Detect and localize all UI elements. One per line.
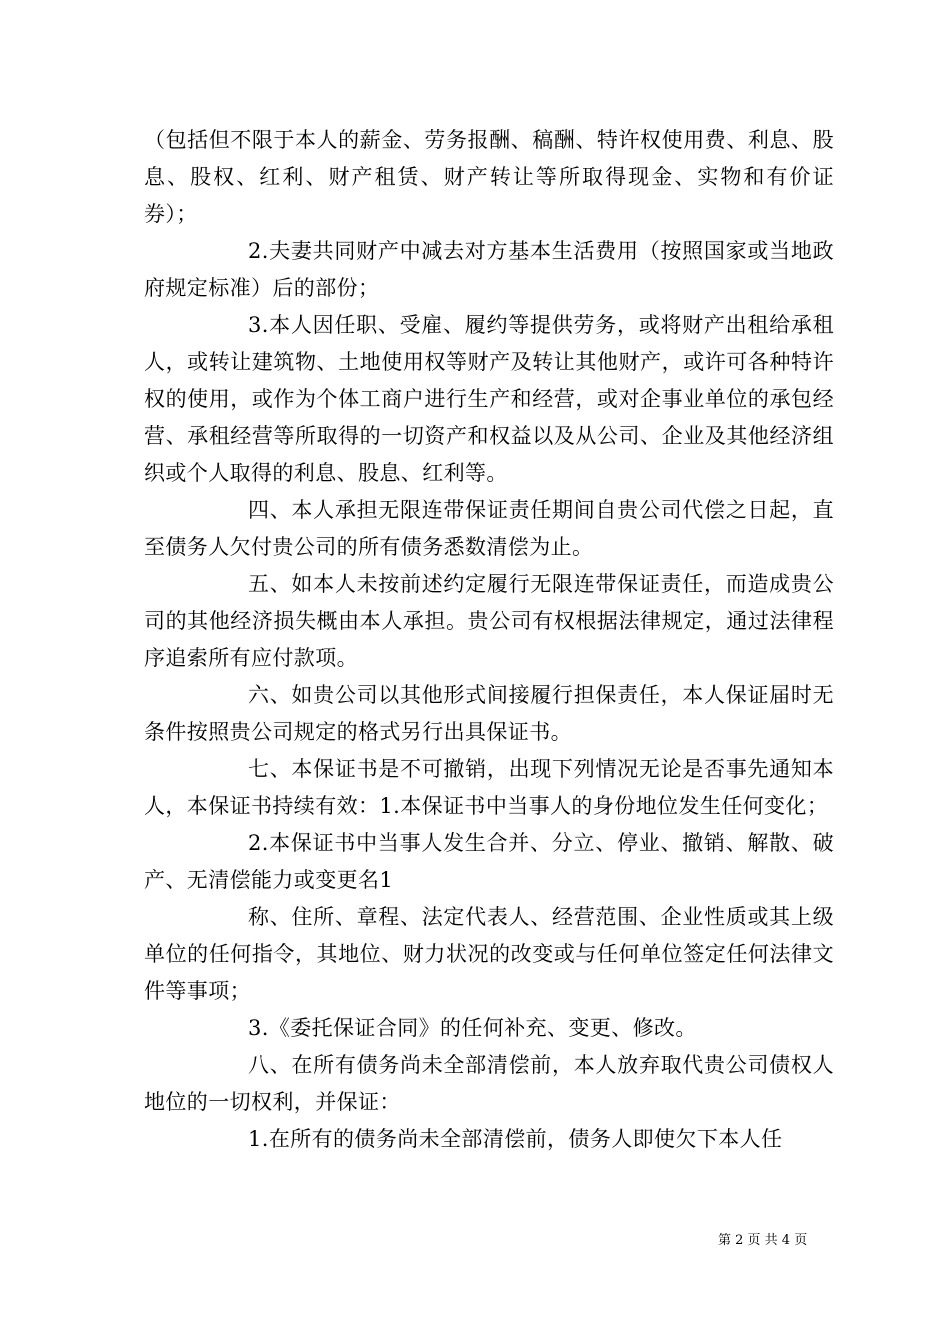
paragraph-8: 2.本保证书中当事人发生合并、分立、停业、撤销、解散、破产、无清偿能力或变更名1	[144, 831, 834, 892]
paragraph-10: 3.《委托保证合同》的任何补充、变更、修改。	[248, 1016, 697, 1040]
paragraph-11: 八、在所有债务尚未全部清偿前，本人放弃取代贵公司债权人地位的一切权利，并保证：	[144, 1053, 834, 1114]
page-number-label: 第 2 页 共 4 页	[718, 1233, 808, 1248]
paragraph-5: 五、如本人未按前述约定履行无限连带保证责任，而造成贵公司的其他经济损失概由本人承担。贵公司有权根据法律规定，通过法律程序追索所有应付款项。	[144, 572, 834, 670]
paragraph-4: 四、本人承担无限连带保证责任期间自贵公司代偿之日起，直至债务人欠付贵公司的所有债务悉数清偿为止。	[144, 498, 834, 559]
paragraph-1: （包括但不限于本人的薪金、劳务报酬、稿酬、特许权使用费、利息、股息、股权、红利、财产租赁、财产转让等所取得现金、实物和有价证券）；	[144, 128, 834, 226]
paragraph-9: 称、住所、章程、法定代表人、经营范围、企业性质或其上级单位的任何指令，其地位、财力状况的改变或与任何单位签定任何法律文件等事项；	[144, 905, 834, 1003]
paragraph-6: 六、如贵公司以其他形式间接履行担保责任，本人保证届时无条件按照贵公司规定的格式另行出具保证书。	[144, 683, 834, 744]
document-body	[144, 122, 834, 1158]
paragraph-3: 3.本人因任职、受雇、履约等提供劳务，或将财产出租给承租人，或转让建筑物、土地使用权等财产及转让其他财产，或许可各种特许权的使用，或作为个体工商户进行生产和经营，或对企事业单位的承包经营、承租经营等所取得的一切资产和权益以及从公司、企业及其他经济组织或个人取得的利息、股息、红利等。	[144, 313, 834, 485]
paragraph-7: 七、本保证书是不可撤销，出现下列情况无论是否事先通知本人，本保证书持续有效：1.本保证书中当事人的身份地位发生任何变化；	[144, 757, 834, 818]
paragraph-12: 1.在所有的债务尚未全部清偿前，债务人即使欠下本人任	[248, 1127, 783, 1151]
paragraph-2: 2.夫妻共同财产中减去对方基本生活费用（按照国家或当地政府规定标准）后的部份；	[144, 239, 834, 300]
